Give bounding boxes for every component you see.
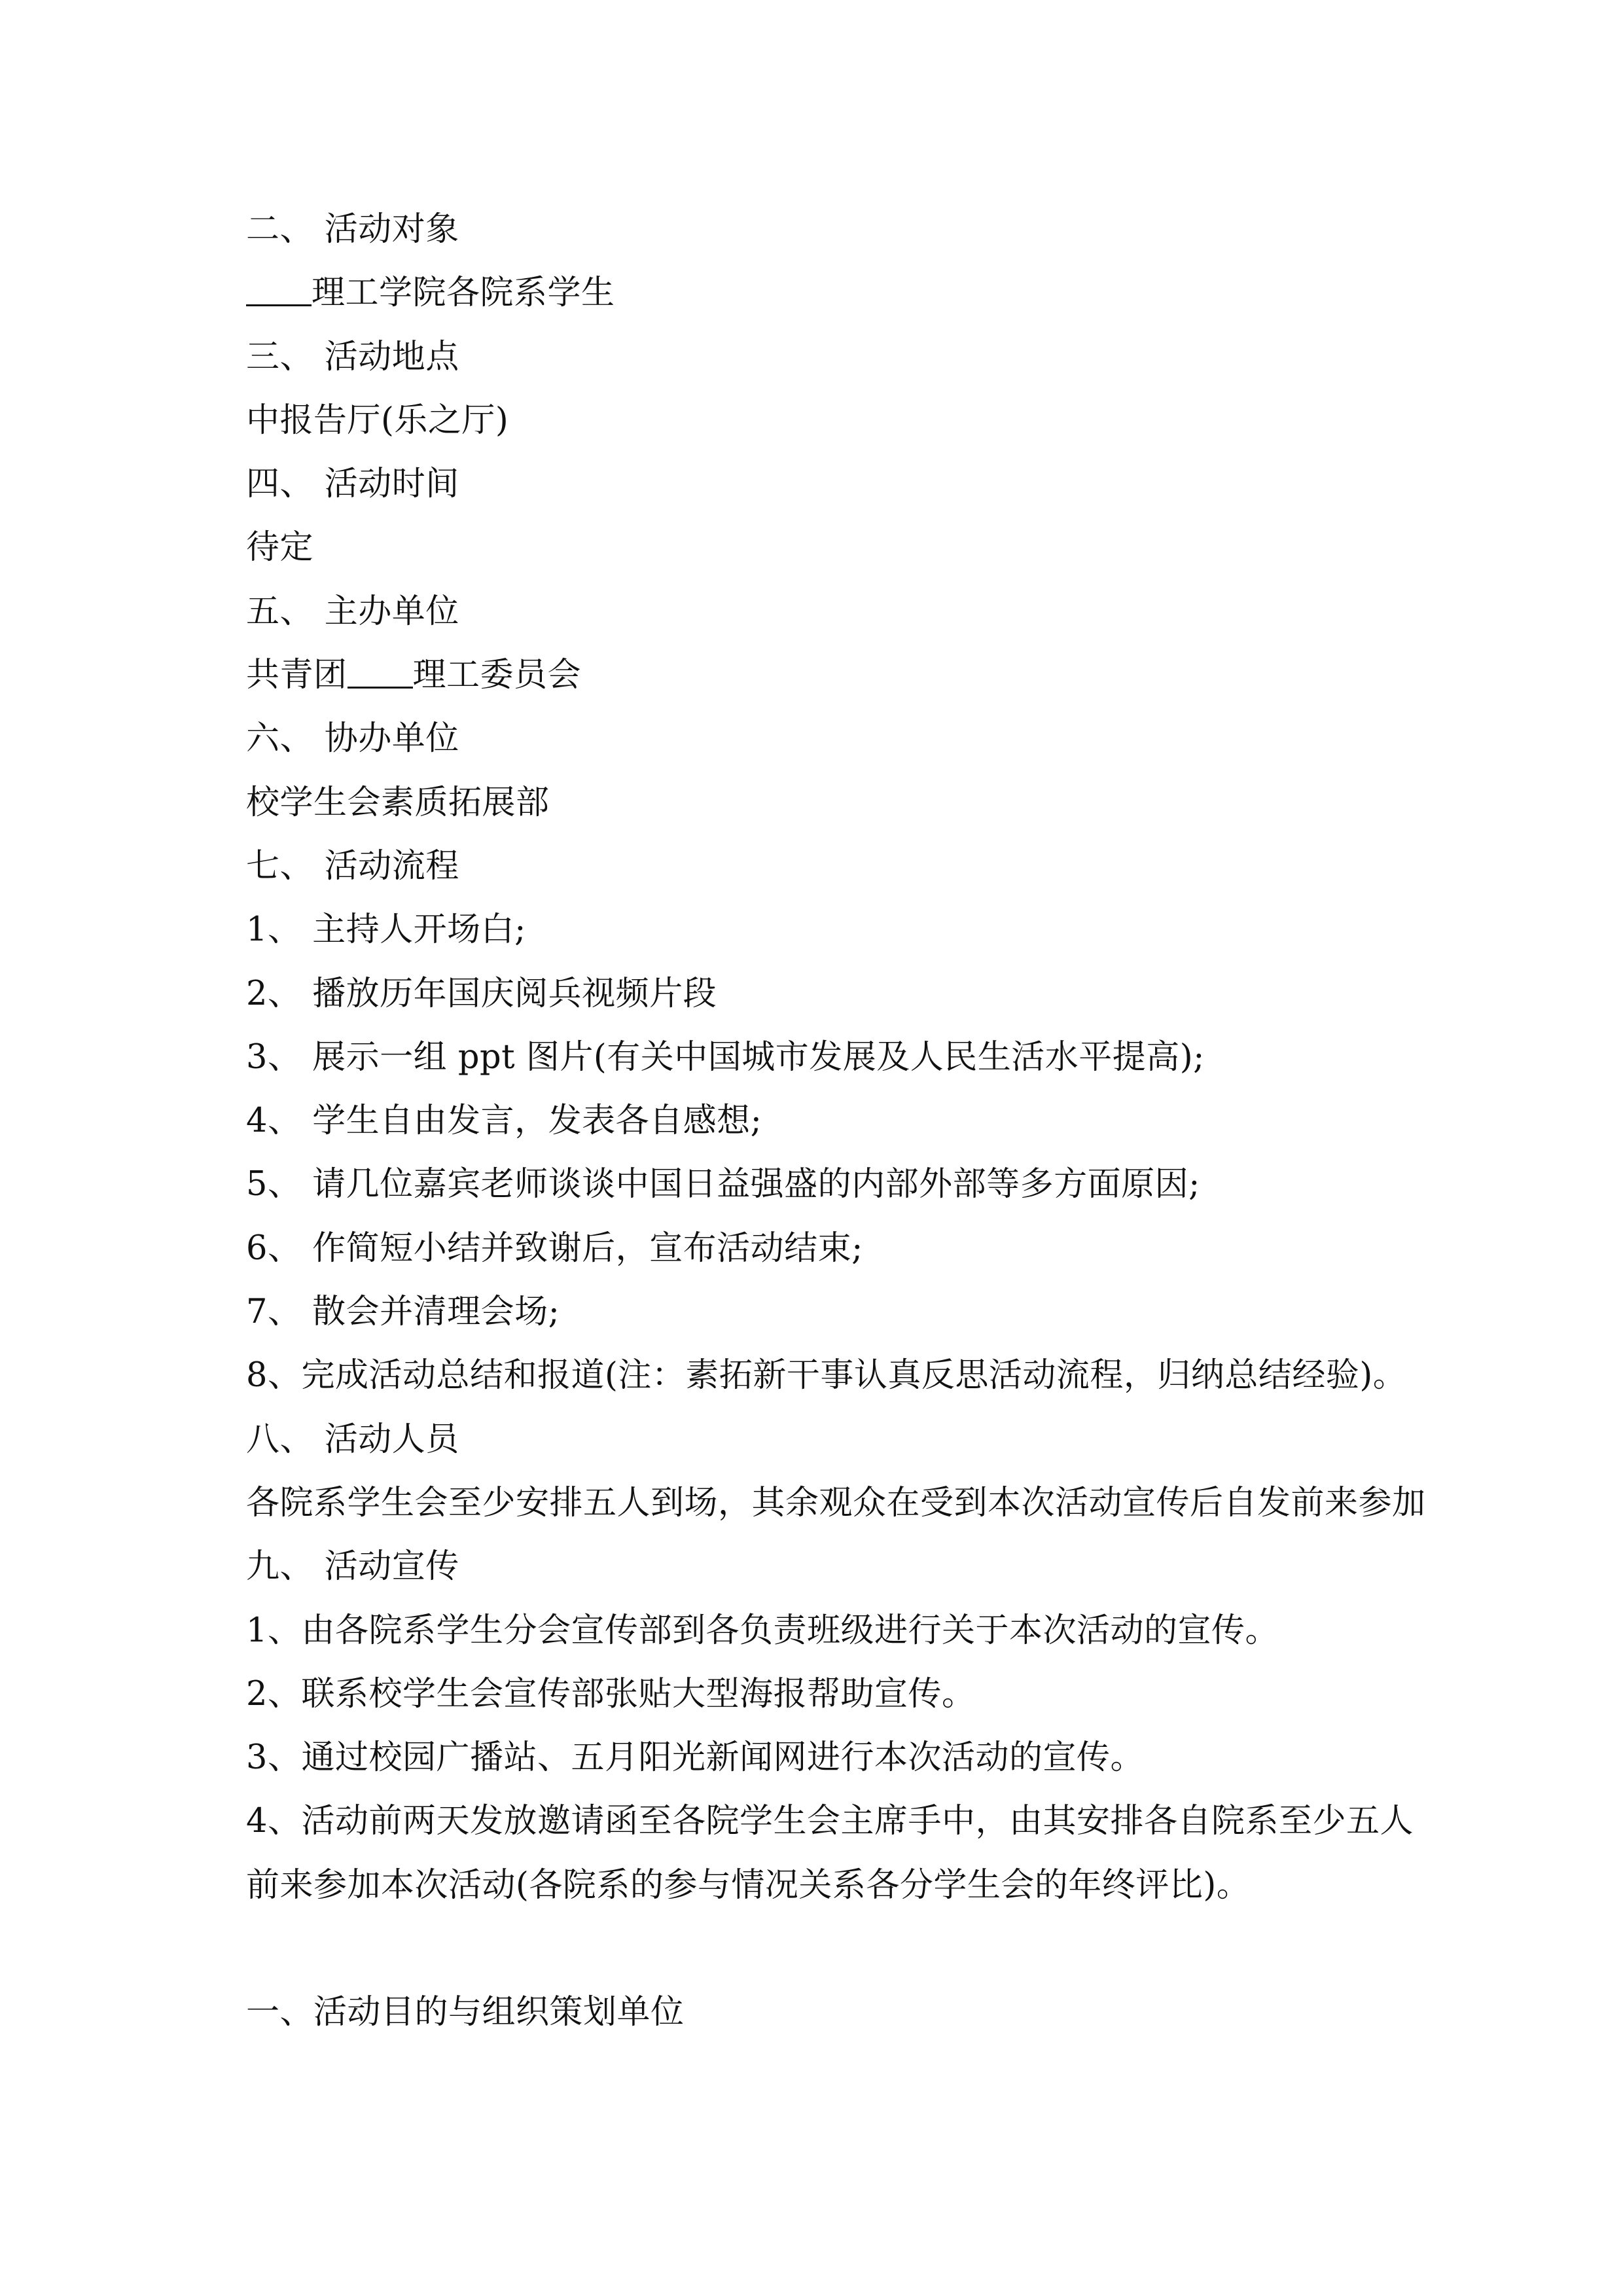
process-step-4: 4、 学生自由发言，发表各自感想;	[246, 1102, 762, 1141]
personnel-text: 各院系学生会至少安排五人到场，其余观众在受到本次活动宣传后自发前来参加	[246, 1483, 1426, 1522]
publicity-item-3: 3、通过校园广播站、五月阳光新闻网进行本次活动的宣传。	[246, 1738, 1144, 1778]
organizer-text	[246, 643, 1424, 707]
location-text: 中报告厅(乐之厅)	[246, 401, 509, 440]
section-heading-co-organizer: 六、 协办单位	[246, 719, 459, 759]
co-organizer-text: 校学生会素质拓展部	[246, 783, 550, 822]
section-heading-personnel: 八、 活动人员	[246, 1420, 459, 1459]
process-step-6: 6、 作简短小结并致谢后，宣布活动结束;	[246, 1229, 863, 1268]
section-heading-audience: 二、 活动对象	[246, 210, 459, 249]
time-text: 待定	[246, 528, 314, 567]
section-heading-organizer: 五、 主办单位	[246, 592, 459, 631]
section-heading-publicity: 九、 活动宣传	[246, 1547, 459, 1587]
section-heading-purpose: 一、活动目的与组织策划单位	[246, 1993, 685, 2032]
process-step-3: 3、 展示一组 ppt 图片(有关中国城市发展及人民生活水平提高);	[246, 1037, 1205, 1077]
blank-underline	[348, 656, 413, 689]
publicity-item-1: 1、由各院系学生分会宣传部到各负责班级进行关于本次活动的宣传。	[246, 1611, 1279, 1650]
process-step-2: 2、 播放历年国庆阅兵视频片段	[246, 974, 717, 1013]
publicity-item-4-continued: 前来参加本次活动(各院系的参与情况关系各分学生会的年终评比)。	[246, 1865, 1251, 1905]
section-heading-time: 四、 活动时间	[246, 465, 459, 504]
process-step-7: 7、 散会并清理会场;	[246, 1293, 560, 1332]
process-step-5: 5、 请几位嘉宾老师谈谈中国日益强盛的内部外部等多方面原因;	[246, 1165, 1200, 1204]
document-body	[246, 198, 1424, 2045]
process-step-8: 8、完成活动总结和报道(注：素拓新干事认真反思活动流程，归纳总结经验)。	[246, 1356, 1407, 1395]
organizer-text-before: 共青团	[246, 656, 348, 695]
audience-text-content: 理工学院各院系学生	[312, 274, 615, 313]
organizer-text-after: 理工委员会	[412, 656, 582, 695]
section-heading-location: 三、 活动地点	[246, 337, 459, 376]
paragraph-spacer	[246, 1917, 1424, 1981]
section-heading-process: 七、 活动流程	[246, 846, 459, 886]
blank-underline	[246, 274, 312, 306]
publicity-item-4: 4、活动前两天发放邀请函至各院学生会主席手中，由其安排各自院系至少五人	[246, 1802, 1414, 1841]
publicity-item-2: 2、联系校学生会宣传部张贴大型海报帮助宣传。	[246, 1674, 976, 1713]
audience-text	[246, 261, 1424, 325]
process-step-1: 1、 主持人开场白;	[246, 910, 526, 950]
